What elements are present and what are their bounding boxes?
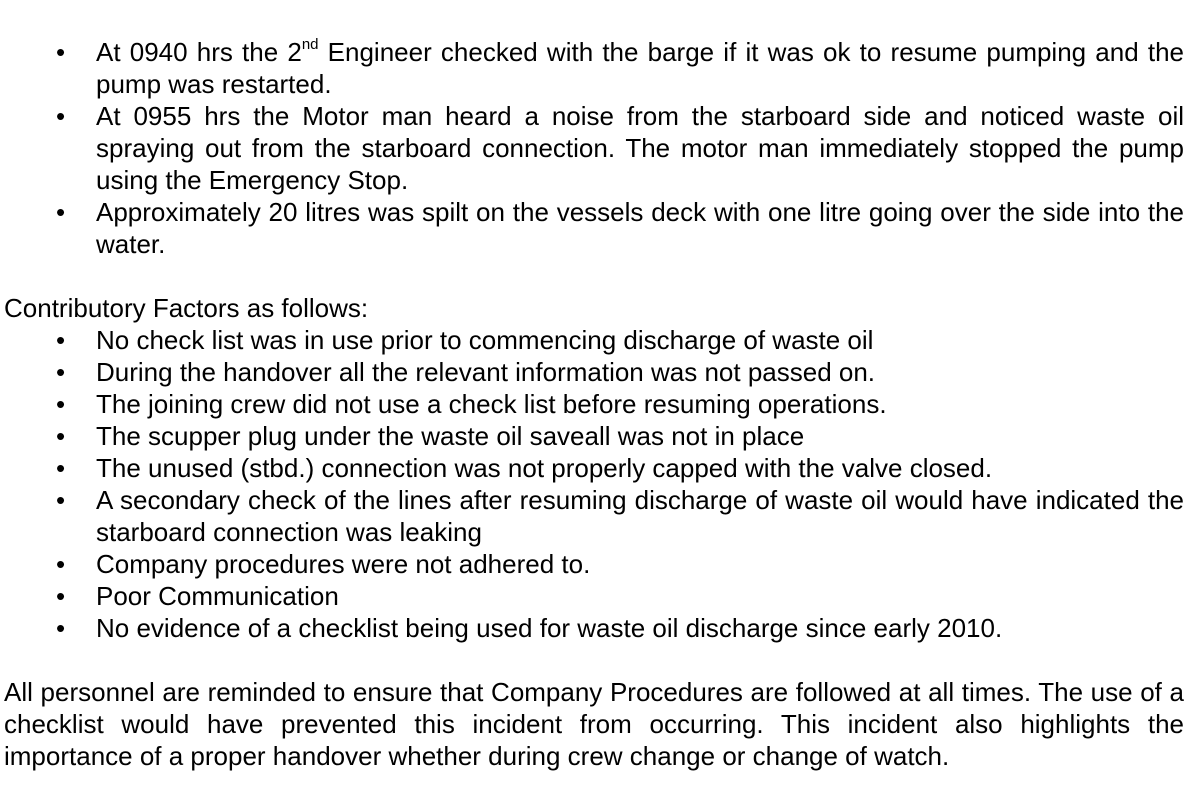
- bullet-icon: •: [56, 613, 66, 643]
- list-item: [4, 100, 1184, 196]
- list-item: [4, 548, 1184, 580]
- list-item: [4, 452, 1184, 484]
- list-item: [4, 356, 1184, 388]
- event-bullet-list: [4, 36, 1184, 260]
- list-item-text: Engineer checked with the barge if it was ok to resume pumping and the pump was restarted.: [96, 37, 1184, 99]
- list-item-text: Company procedures were not adhered to.: [96, 549, 591, 579]
- bullet-icon: •: [56, 325, 66, 355]
- list-item: [4, 196, 1184, 260]
- list-item-text: Poor Communication: [96, 581, 339, 611]
- list-item: [4, 612, 1184, 644]
- list-item-text: At 0955 hrs the Motor man heard a noise from the starboard side and noticed waste oil spraying out from the starboard connection. The motor man immediately stopped the pump using the Emergency Stop.: [96, 101, 1184, 195]
- bullet-icon: •: [56, 389, 66, 419]
- list-item: [4, 484, 1184, 548]
- bullet-icon: •: [56, 549, 66, 579]
- list-item-text: No check list was in use prior to commencing discharge of waste oil: [96, 325, 874, 355]
- bullet-icon: •: [56, 101, 66, 131]
- list-item-text: The unused (stbd.) connection was not properly capped with the valve closed.: [96, 453, 993, 483]
- list-item-text: At 0940 hrs the 2: [96, 37, 302, 67]
- bullet-icon: •: [56, 37, 66, 67]
- contributory-factors-list: [4, 324, 1184, 644]
- list-item-text: The scupper plug under the waste oil saveall was not in place: [96, 421, 805, 451]
- bullet-icon: •: [56, 581, 66, 611]
- bullet-icon: •: [56, 453, 66, 483]
- list-item-text: During the handover all the relevant information was not passed on.: [96, 357, 876, 387]
- list-item-text: No evidence of a checklist being used for waste oil discharge since early 2010.: [96, 613, 1003, 643]
- list-item: [4, 420, 1184, 452]
- closing-paragraph: All personnel are reminded to ensure that Company Procedures are followed at all times. The use of a checklist would have prevented this incident from occurring. This incident also highlights the importance of a proper handover whether during crew change or change of watch.: [4, 677, 1184, 771]
- contributory-factors-heading: Contributory Factors as follows:: [4, 293, 369, 323]
- list-item: [4, 580, 1184, 612]
- list-item-text: The joining crew did not use a check list before resuming operations.: [96, 389, 887, 419]
- bullet-icon: •: [56, 421, 66, 451]
- ordinal-suffix: nd: [301, 36, 319, 53]
- list-item: [4, 324, 1184, 356]
- list-item-text: A secondary check of the lines after resuming discharge of waste oil would have indicated the starboard connection was leaking: [96, 485, 1184, 547]
- bullet-icon: •: [56, 357, 66, 387]
- list-item: [4, 36, 1184, 100]
- list-item-text: Approximately 20 litres was spilt on the vessels deck with one litre going over the side into the water.: [96, 197, 1184, 259]
- list-item: [4, 388, 1184, 420]
- bullet-icon: •: [56, 485, 66, 515]
- bullet-icon: •: [56, 197, 66, 227]
